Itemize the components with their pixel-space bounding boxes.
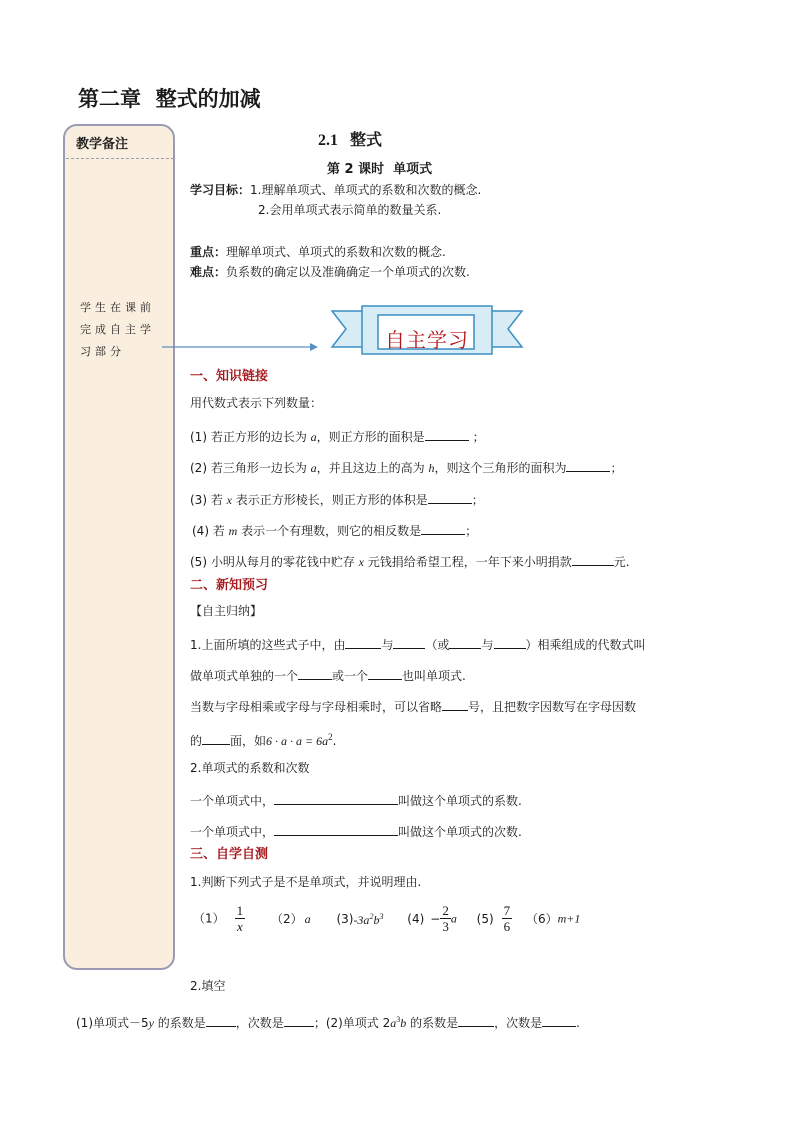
para-7 [190, 822, 522, 840]
sidebar-note-line: 习部分 [80, 345, 125, 358]
answer-blank[interactable] [428, 490, 472, 504]
fill-var-y: y [148, 1016, 154, 1030]
q5-text2: 元钱捐给希望工程，一年下来小明捐款 [363, 555, 572, 569]
frac-numerator: 2 [442, 903, 449, 918]
fill-in-line [76, 1012, 580, 1031]
frac-denominator: 3 [442, 919, 449, 934]
item-5-label: (5) [476, 911, 494, 926]
p1-text5: ）相乘组成的代数式叫 [525, 638, 646, 652]
fill-exponent: 3 [396, 1015, 401, 1024]
item-3-expr: -3a [353, 913, 370, 927]
answer-blank[interactable] [206, 1013, 236, 1027]
answer-blank[interactable] [542, 1013, 576, 1027]
learning-goals [190, 182, 481, 198]
lesson-title: 第 2 课时 单项式 [327, 162, 433, 177]
item-2-expr: a [304, 911, 311, 926]
frac-numerator: 1 [236, 903, 244, 918]
q2-var-a: a [310, 461, 317, 475]
answer-blank[interactable] [345, 635, 381, 649]
p1-text3: （或 [425, 638, 450, 652]
q3-var: x [226, 493, 232, 507]
sidebar-note [80, 297, 155, 363]
item-6-expr: m+1 [557, 911, 581, 926]
question-5 [190, 552, 630, 570]
arrow-right-icon [160, 340, 320, 354]
goal-1: 1.理解单项式、单项式的系数和次数的概念. [250, 183, 482, 197]
question-4 [192, 521, 477, 539]
item-6-label: （6） [525, 911, 558, 926]
fill-text-3: ，次数是 [235, 1016, 284, 1030]
answer-blank[interactable] [442, 697, 468, 711]
answer-blank[interactable] [298, 666, 332, 680]
answer-blank[interactable] [494, 635, 526, 649]
diff-label: 难点： [190, 265, 227, 279]
key-point [190, 244, 446, 260]
q4-text2: 表示一个有理数，则它的相反数是 [237, 524, 422, 538]
frac-denominator: x [237, 919, 243, 934]
fill-text-2: 的系数是 [153, 1016, 206, 1030]
goals-label: 学习目标： [190, 183, 251, 197]
fill-var-b: b [400, 1016, 407, 1030]
q4-var: m [228, 524, 238, 538]
banner-label: 自主学习 [385, 328, 469, 352]
q2-var-h: h [428, 461, 435, 475]
answer-blank[interactable] [274, 791, 398, 805]
expression-list [193, 897, 580, 940]
answer-blank[interactable] [368, 666, 402, 680]
q5-var: x [358, 555, 364, 569]
q2-end: ； [610, 461, 623, 475]
p2-text2: 或一个 [332, 669, 369, 683]
answer-blank[interactable] [421, 521, 465, 535]
answer-blank[interactable] [458, 1013, 494, 1027]
fraction-two-thirds [440, 903, 451, 934]
q5-text: (5) 小明从每月的零花钱中贮存 [190, 555, 359, 569]
answer-blank[interactable] [449, 635, 481, 649]
sidebar-divider [66, 158, 174, 159]
item-2-label: （2） [270, 911, 303, 926]
section1-intro: 用代数式表示下列数量： [190, 396, 323, 410]
key-label: 重点： [190, 245, 227, 259]
p4-end: . [332, 734, 337, 748]
q1-text: (1) 若正方形的边长为 [190, 430, 311, 444]
p4-text2: 面，如 [230, 734, 267, 748]
q2-text3: ，则这个三角形的面积为 [434, 461, 567, 475]
p6-text2: 叫做这个单项式的系数. [398, 794, 522, 808]
p2-text3: 也叫单项式. [402, 669, 466, 683]
item-3-exp-1: 2 [369, 912, 374, 921]
item-4-label: (4) [407, 911, 425, 926]
q2-text: (2) 若三角形一边长为 [190, 461, 311, 475]
item-4-var: a [450, 911, 457, 926]
q1-text2: ，则正方形的面积是 [316, 430, 425, 444]
p7-text: 一个单项式中， [190, 825, 275, 839]
diff-text: 负系数的确定以及准确确定一个单项式的次数. [226, 265, 470, 279]
question-2 [190, 458, 623, 476]
answer-blank[interactable] [572, 552, 614, 566]
section-heading-3: 三、自学自测 [190, 847, 269, 862]
para-4 [190, 729, 336, 749]
sidebar-note-line: 完成自主学 [80, 323, 155, 336]
p7-text2: 叫做这个单项式的次数. [398, 825, 522, 839]
para-3 [190, 697, 636, 715]
p1-text4: 与 [481, 638, 494, 652]
teaching-notes-sidebar [63, 124, 175, 970]
p3-text2: 号，且把数字因数写在字母因数 [468, 700, 637, 714]
answer-blank[interactable] [425, 427, 469, 441]
item-3-var-b: b [373, 913, 380, 927]
fill-end: . [576, 1016, 580, 1030]
section-heading-1: 一、知识链接 [190, 369, 269, 384]
q4-end: ； [465, 524, 478, 538]
fill-text-4: ；(2)单项式 2 [313, 1016, 391, 1030]
q1-end: ； [472, 430, 485, 444]
p3-text: 当数与字母相乘或字母与字母相乘时，可以省略 [190, 700, 443, 714]
item-4-sign: − [430, 911, 441, 926]
sidebar-note-line: 学生在课前 [80, 301, 155, 314]
item-1-label: （1） [193, 911, 225, 926]
q4-text: (4) 若 [192, 524, 229, 538]
section3-question-1: 1.判断下列式子是不是单项式，并说明理由. [190, 875, 422, 889]
p4-text: 的 [190, 734, 203, 748]
p1-text: 1.上面所填的这些式子中，由 [190, 638, 346, 652]
q3-end: ； [471, 493, 484, 507]
fill-text-6: ，次数是 [494, 1016, 543, 1030]
frac-numerator: 7 [503, 903, 511, 918]
fill-text-5: 的系数是 [406, 1016, 459, 1030]
answer-blank[interactable] [393, 635, 425, 649]
answer-blank[interactable] [202, 731, 230, 745]
p2-text: 做单项式单独的一个 [190, 669, 299, 683]
p4-formula: 6 · a · a = 6a [266, 734, 329, 748]
p1-text2: 与 [381, 638, 394, 652]
para-1 [190, 635, 646, 653]
para-6 [190, 791, 522, 809]
answer-blank[interactable] [284, 1013, 314, 1027]
p4-exponent: 2 [328, 732, 333, 742]
chapter-title: 第二章 整式的加减 [78, 87, 261, 111]
section3-question-2: 2.填空 [190, 979, 226, 993]
para-2 [190, 666, 466, 684]
answer-blank[interactable] [566, 458, 610, 472]
fill-text-1: (1)单项式－5 [76, 1016, 149, 1030]
fraction-one-over-x [235, 903, 246, 934]
fraction-seven-sixths [502, 903, 513, 934]
item-3-exp-2: 3 [379, 912, 384, 921]
para-5: 2.单项式的系数和次数 [190, 761, 310, 775]
frac-denominator: 6 [503, 919, 511, 934]
section-title: 2.1 整式 [318, 132, 383, 149]
item-3-label: (3) [336, 911, 354, 926]
section-heading-2: 二、新知预习 [190, 578, 269, 593]
section2-subheading: 【自主归纳】 [190, 604, 263, 618]
q2-text2: ，并且这边上的高为 [316, 461, 429, 475]
q5-end: 元. [613, 555, 630, 569]
difficult-point [190, 264, 470, 280]
question-3 [190, 490, 484, 508]
question-1 [190, 427, 485, 445]
key-text: 理解单项式、单项式的系数和次数的概念. [226, 245, 446, 259]
sidebar-header: 教学备注 [76, 137, 129, 152]
goal-2: 2.会用单项式表示简单的数量关系. [258, 203, 442, 217]
q3-text2: 表示正方形棱长，则正方形的体积是 [231, 493, 428, 507]
p6-text: 一个单项式中， [190, 794, 275, 808]
fill-var-a: a [390, 1016, 397, 1030]
q3-text: (3) 若 [190, 493, 227, 507]
answer-blank[interactable] [274, 822, 398, 836]
q1-var: a [310, 430, 317, 444]
